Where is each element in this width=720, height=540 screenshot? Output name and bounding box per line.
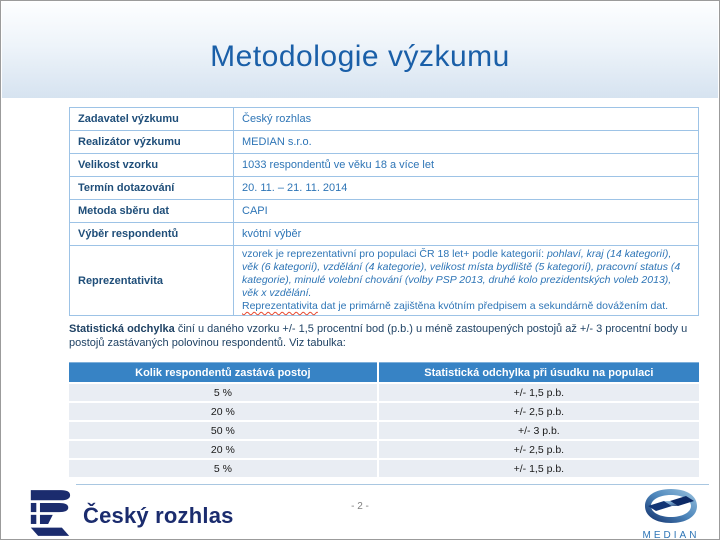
cell-share: 20 %	[69, 403, 377, 420]
column-header: Kolik respondentů zastává postoj	[69, 362, 377, 382]
header-band	[2, 2, 718, 98]
table-row	[69, 422, 699, 439]
cell-deviation: +/- 1,5 p.b.	[379, 460, 699, 477]
row-value: CAPI	[234, 200, 699, 223]
cesky-rozhlas-logo-icon	[29, 490, 71, 540]
note-bold: Statistická odchylka	[69, 323, 175, 335]
table-row	[70, 154, 699, 177]
cell-deviation: +/- 1,5 p.b.	[379, 384, 699, 401]
cell-deviation: +/- 3 p.b.	[379, 422, 699, 439]
table-row	[69, 384, 699, 401]
cell-deviation: +/- 2,5 p.b.	[379, 441, 699, 458]
table-row-representativeness	[70, 246, 699, 316]
statistical-deviation-note	[69, 322, 701, 350]
row-label: Metoda sběru dat	[70, 200, 234, 223]
median-logo-text: MEDIAN	[642, 530, 700, 540]
deviation-table-header-row	[69, 362, 699, 382]
table-row	[69, 403, 699, 420]
table-row	[70, 108, 699, 131]
table-row	[70, 177, 699, 200]
cell-share: 50 %	[69, 422, 377, 439]
cesky-rozhlas-logo-text: Český rozhlas	[83, 502, 234, 528]
page-title: Metodologie výzkumu	[210, 40, 510, 73]
row-value: kvótní výběr	[234, 223, 699, 246]
median-logo	[637, 488, 705, 540]
cell-share: 5 %	[69, 460, 377, 477]
deviation-table	[67, 360, 701, 479]
rep-intro: vzorek je reprezentativní pro populaci ČR 18 let+ podle kategorií:	[242, 248, 547, 260]
median-logo-icon	[642, 511, 700, 528]
table-row	[69, 441, 699, 458]
cell-share: 20 %	[69, 441, 377, 458]
row-value: 1033 respondentů ve věku 18 a více let	[234, 154, 699, 177]
cesky-rozhlas-logo	[29, 490, 234, 540]
row-value: MEDIAN s.r.o.	[234, 131, 699, 154]
page-number: - 2 -	[351, 501, 369, 512]
row-value: Český rozhlas	[234, 108, 699, 131]
cell-deviation: +/- 2,5 p.b.	[379, 403, 699, 420]
column-header: Statistická odchylka při úsudku na populaci	[379, 362, 699, 382]
methodology-table	[69, 107, 699, 316]
row-label: Výběr respondentů	[70, 223, 234, 246]
rep-line2-rest: dat je primárně zajištěna kvótním předpisem a sekundárně dovážením dat.	[317, 300, 669, 312]
row-value: 20. 11. – 21. 11. 2014	[234, 177, 699, 200]
table-row	[70, 131, 699, 154]
table-row	[70, 200, 699, 223]
row-label: Realizátor výzkumu	[70, 131, 234, 154]
row-value	[234, 246, 699, 316]
cell-share: 5 %	[69, 384, 377, 401]
row-label: Velikost vzorku	[70, 154, 234, 177]
row-label: Termín dotazování	[70, 177, 234, 200]
representativeness-text	[242, 248, 690, 313]
note-rest: činí u daného vzorku +/- 1,5 procentní bod (p.b.) u méně zastoupených postojů až +/- 3 procentní body u postojů zastávaných polovinou respondentů. Viz tabulka:	[69, 323, 688, 349]
table-row	[69, 460, 699, 477]
table-row	[70, 223, 699, 246]
row-label: Zadavatel výzkumu	[70, 108, 234, 131]
row-label: Reprezentativita	[70, 246, 234, 316]
footer-divider	[76, 484, 709, 485]
rep-line2-word: Reprezentativita	[242, 300, 318, 312]
rep-categories: pohlaví, kraj (14 kategorií), věk (6 kategorií), vzdělání (4 kategorie), velikost místa bydliště (5 kategorií), pracovní status (4 kategorie), minulé volební chování (volby PSP 2013, druhé kolo prezidentských voleb 2013), věk x vzdělání.	[242, 248, 681, 299]
